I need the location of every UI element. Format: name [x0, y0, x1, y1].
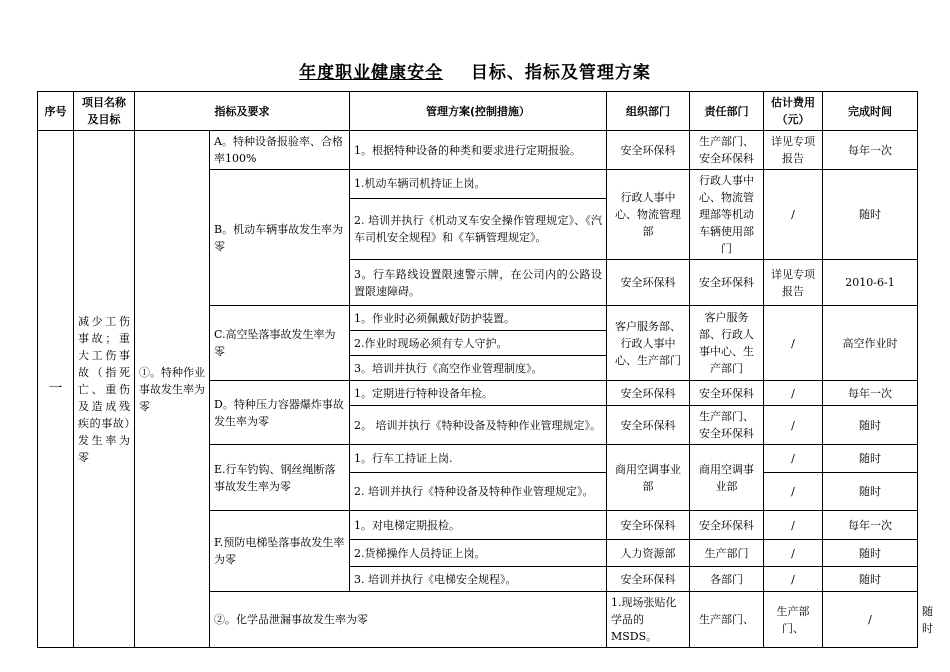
org-cell: 安全环保科	[607, 131, 690, 170]
time-cell: 每年一次	[823, 511, 918, 540]
time-cell: 每年一次	[823, 381, 918, 406]
org-cell: 安全环保科	[607, 567, 690, 592]
time-cell: 随时	[823, 170, 918, 260]
cost-cell: /	[764, 406, 823, 445]
org-cell: 安全环保科	[607, 260, 690, 306]
resp-cell: 生产部门、	[764, 592, 823, 648]
plan-cell: 1。对电梯定期报检。	[350, 511, 607, 540]
cost-cell: /	[764, 511, 823, 540]
time-cell: 随时	[823, 406, 918, 445]
cost-cell: /	[764, 445, 823, 473]
title-part-1: 年度职业健康安全	[299, 63, 444, 83]
resp-cell: 生产部门	[690, 540, 764, 567]
org-cell: 商用空调事业部	[607, 445, 690, 511]
plan-cell: 1。根据特种设备的种类和要求进行定期报验。	[350, 131, 607, 170]
cost-cell: /	[764, 170, 823, 260]
resp-cell: 安全环保科	[690, 260, 764, 306]
header-no: 序号	[38, 92, 74, 131]
management-plan-table	[37, 91, 933, 648]
plan-cell: 3. 培训并执行《电梯安全规程》。	[350, 567, 607, 592]
plan-cell: 3。培训并执行《高空作业管理制度》。	[350, 356, 607, 381]
header-org: 组织部门	[607, 92, 690, 131]
indicator-f: F.预防电梯坠落事故发生率为零	[210, 511, 350, 592]
project-target: 减少工伤事故；重大工伤事故（指死亡、重伤及造成残疾的事故）发生率为零	[74, 131, 135, 648]
plan-cell: 2. 培训并执行《机动叉车安全操作管理规定》、《汽车司机安全规程》和《车辆管理规定》。	[350, 198, 607, 259]
time-cell: 每年一次	[823, 131, 918, 170]
resp-cell: 行政人事中心、物流管理部等机动车辆使用部门	[690, 170, 764, 260]
resp-cell: 安全环保科	[690, 381, 764, 406]
table-row: ②。化学品泄漏事故发生率为零 1.现场张贴化学品的MSDS。 生产部门、 生产部门、 / 随时	[38, 592, 918, 648]
org-cell: 安全环保科	[607, 406, 690, 445]
plan-cell: 2. 培训并执行《特种设备及特种作业管理规定》。	[350, 473, 607, 511]
sub-target-1: ①。特种作业事故发生率为零	[135, 131, 210, 648]
cost-cell: 详见专项报告	[764, 260, 823, 306]
resp-cell: 生产部门、安全环保科	[690, 406, 764, 445]
sub-target-2: ②。化学品泄漏事故发生率为零	[210, 592, 607, 648]
resp-cell: 各部门	[690, 567, 764, 592]
plan-cell: 2.货梯操作人员持证上岗。	[350, 540, 607, 567]
indicator-a: A。特种设备报验率、合格率100%	[210, 131, 350, 170]
cost-cell: /	[823, 592, 918, 648]
indicator-e: E.行车钓钩、钢丝绳断落事故发生率为零	[210, 445, 350, 511]
resp-cell: 安全环保科	[690, 511, 764, 540]
plan-cell: 3。行车路线设置限速警示牌，在公司内的公路设置限速障碍。	[350, 260, 607, 306]
resp-cell: 生产部门、安全环保科	[690, 131, 764, 170]
cost-cell: 详见专项报告	[764, 131, 823, 170]
time-cell: 随时	[823, 567, 918, 592]
header-cost: 估计费用（元）	[764, 92, 823, 131]
cost-cell: /	[764, 567, 823, 592]
cost-cell: /	[764, 540, 823, 567]
org-cell: 人力资源部	[607, 540, 690, 567]
plan-cell: 2。 培训并执行《特种设备及特种作业管理规定》。	[350, 406, 607, 445]
indicator-b: B。机动车辆事故发生率为零	[210, 170, 350, 306]
org-cell: 安全环保科	[607, 381, 690, 406]
indicator-c: C.高空坠落事故发生率为零	[210, 306, 350, 381]
time-cell: 随时	[823, 473, 918, 511]
time-cell: 高空作业时	[823, 306, 918, 381]
header-plan: 管理方案(控制措施）	[350, 92, 607, 131]
header-resp: 责任部门	[690, 92, 764, 131]
plan-cell: 1。定期进行特种设备年检。	[350, 381, 607, 406]
plan-cell: 1.机动车辆司机持证上岗。	[350, 170, 607, 199]
plan-cell: 1。作业时必须佩戴好防护装置。	[350, 306, 607, 331]
org-cell: 安全环保科	[607, 511, 690, 540]
time-cell: 2010-6-1	[823, 260, 918, 306]
org-cell: 行政人事中心、物流管理部	[607, 170, 690, 260]
org-cell: 客户服务部、行政人事中心、生产部门	[607, 306, 690, 381]
time-cell: 随时	[823, 445, 918, 473]
time-cell: 随时	[823, 540, 918, 567]
resp-cell: 商用空调事业部	[690, 445, 764, 511]
header-indicator: 指标及要求	[135, 92, 350, 131]
header-time: 完成时间	[823, 92, 918, 131]
header-project: 项目名称及目标	[74, 92, 135, 131]
cost-cell: /	[764, 381, 823, 406]
plan-cell: 2.作业时现场必须有专人守护。	[350, 331, 607, 356]
row-number: 一	[38, 131, 74, 648]
table-row	[38, 131, 918, 170]
indicator-d: D。特种压力容器爆炸事故发生率为零	[210, 381, 350, 445]
plan-cell: 1.现场张贴化学品的MSDS。	[607, 592, 690, 648]
org-cell: 生产部门、	[690, 592, 764, 648]
plan-cell: 1。行车工持证上岗.	[350, 445, 607, 473]
resp-cell: 客户服务部、行政人事中心、生产部门	[690, 306, 764, 381]
cost-cell: /	[764, 306, 823, 381]
document-title	[0, 58, 950, 83]
header-row	[38, 92, 918, 131]
title-part-2: 目标、指标及管理方案	[470, 63, 651, 83]
cost-cell: /	[764, 473, 823, 511]
